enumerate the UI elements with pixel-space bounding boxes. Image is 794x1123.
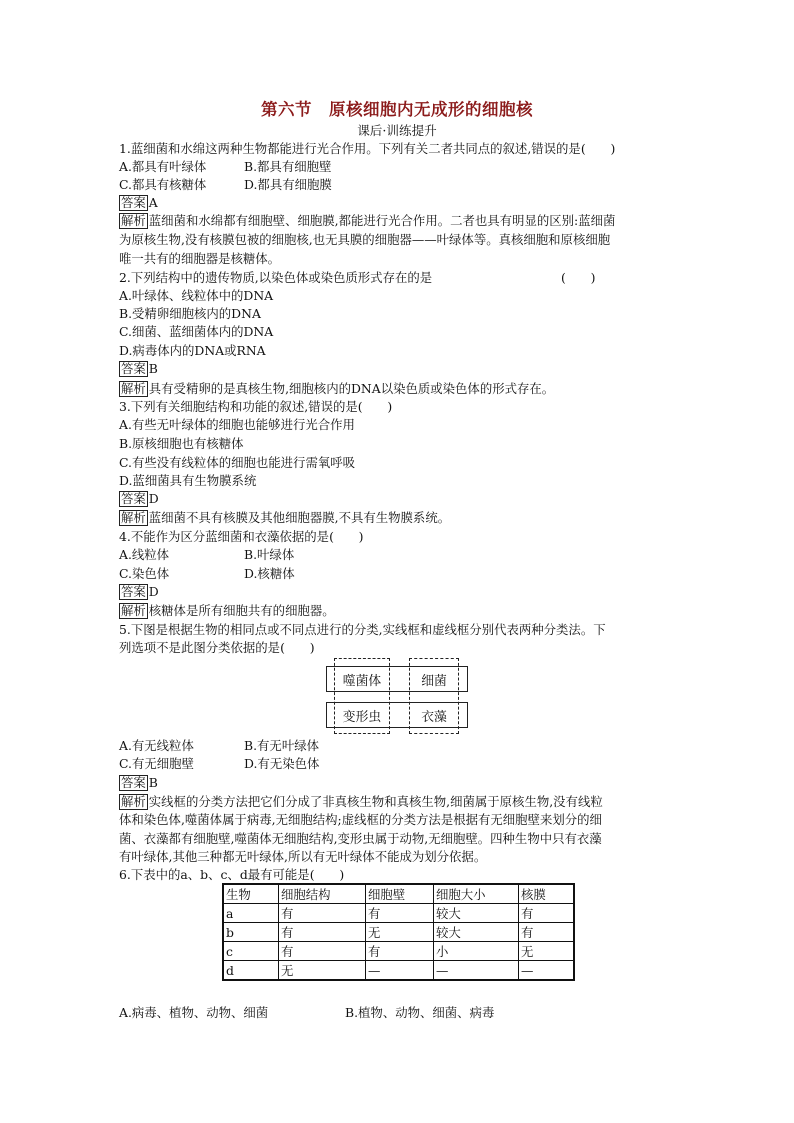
table-cell: 有 xyxy=(279,904,366,923)
q1-analysis-text-1: 蓝细菌和水绵都有细胞壁、细胞膜,都能进行光合作用。二者也具有明显的区别:蓝细菌 xyxy=(148,213,616,228)
analysis-label: 解析 xyxy=(121,603,146,618)
q5-options-row1 xyxy=(119,737,319,754)
table-cell: 较大 xyxy=(434,923,519,942)
q5-stem-2: 列选项不是此图分类依据的是( ) xyxy=(119,640,315,655)
q4-analysis-text-1: 核糖体是所有细胞共有的细胞器。 xyxy=(148,603,335,618)
q4-options-row1 xyxy=(119,546,295,563)
q1-analysis-text-2: 为原核生物,没有核膜包被的细胞核,也无具膜的细胞器——叶绿体等。真核细胞和原核细胞 xyxy=(119,232,611,247)
q1-option-c: C.都具有核糖体 xyxy=(119,177,207,192)
q3-option-a: A.有些无叶绿体的细胞也能够进行光合作用 xyxy=(119,417,355,432)
q3-analysis-text-1: 蓝细菌不具有核膜及其他细胞器膜,不具有生物膜系统。 xyxy=(148,510,451,525)
answer-label: 答案 xyxy=(121,584,146,599)
q5-option-c: C.有无细胞壁 xyxy=(119,756,194,771)
q5-option-a: A.有无线粒体 xyxy=(119,738,194,753)
q4-option-c: C.染色体 xyxy=(119,566,170,581)
q5-analysis-text-3: 菌、衣藻都有细胞壁,噬菌体无细胞结构,变形虫属于动物,无细胞壁。四种生物中只有衣藻 xyxy=(119,831,602,846)
q1-option-d: D.都具有细胞膜 xyxy=(244,177,332,192)
q6-option-a: A.病毒、植物、动物、细菌 xyxy=(119,1005,269,1020)
q5-option-d: D.有无染色体 xyxy=(244,756,320,771)
table-cell: d xyxy=(223,961,279,981)
q4-options-row2 xyxy=(119,565,295,582)
q2-answer xyxy=(119,360,158,377)
classification-diagram xyxy=(326,658,471,732)
q3-answer-value: D xyxy=(148,491,159,506)
table-cell: 有 xyxy=(279,942,366,961)
diagram-cell-bacteria: 细菌 xyxy=(421,673,447,689)
table-cell: — xyxy=(434,961,519,981)
q3-stem: 3.下列有关细胞结构和功能的叙述,错误的是( ) xyxy=(119,399,393,414)
table-cell: a xyxy=(223,904,279,923)
table-row xyxy=(223,904,574,923)
q2-option-b: B.受精卵细胞核内的DNA xyxy=(119,306,261,321)
q2-stem xyxy=(119,269,596,286)
q4-analysis xyxy=(119,602,335,619)
q3-option-b: B.原核细胞也有核糖体 xyxy=(119,436,244,451)
answer-label: 答案 xyxy=(121,775,146,790)
diagram-cell-chlamydomonas: 衣藻 xyxy=(421,709,447,725)
q1-options-row1 xyxy=(119,158,332,175)
table-header: 核膜 xyxy=(519,884,575,904)
q6-stem: 6.下表中的a、b、c、d最有可能是( ) xyxy=(119,867,345,882)
table-cell: 有 xyxy=(519,923,575,942)
q2-stem-text: 2.下列结构中的遗传物质,以染色体或染色质形式存在的是 xyxy=(119,270,433,285)
table-cell: 有 xyxy=(279,923,366,942)
table-cell: c xyxy=(223,942,279,961)
analysis-label: 解析 xyxy=(121,794,146,809)
answer-label: 答案 xyxy=(121,195,146,210)
q4-option-d: D.核糖体 xyxy=(244,566,295,581)
q5-analysis-text-2: 体和染色体,噬菌体属于病毒,无细胞结构;虚线框的分类方法是根据有无细胞壁来划分的细 xyxy=(119,812,602,827)
table-cell: 有 xyxy=(366,904,434,923)
q1-answer-value: A xyxy=(148,195,158,210)
table-row xyxy=(223,923,574,942)
q1-options-row2 xyxy=(119,176,332,193)
answer-label: 答案 xyxy=(121,491,146,506)
diagram-cell-phage: 噬菌体 xyxy=(342,673,382,689)
q1-option-a: A.都具有叶绿体 xyxy=(119,159,207,174)
q3-analysis xyxy=(119,509,450,526)
q2-analysis-text-1: 具有受精卵的是真核生物,细胞核内的DNA以染色质或染色体的形式存在。 xyxy=(148,381,555,396)
answer-label: 答案 xyxy=(121,361,146,376)
q5-options-row2 xyxy=(119,755,320,772)
table-cell: 较大 xyxy=(434,904,519,923)
analysis-label: 解析 xyxy=(121,510,146,525)
q4-answer-value: D xyxy=(148,584,159,599)
q3-option-c: C.有些没有线粒体的细胞也能进行需氧呼吸 xyxy=(119,455,356,470)
q4-stem: 4.不能作为区分蓝细菌和衣藻依据的是( ) xyxy=(119,529,364,544)
q5-analysis-text-4: 有叶绿体,其他三种都无叶绿体,所以有无叶绿体不能成为划分依据。 xyxy=(119,849,487,864)
table-cell: 有 xyxy=(366,942,434,961)
table-cell: 无 xyxy=(279,961,366,981)
table-cell: 无 xyxy=(519,942,575,961)
table-row xyxy=(223,942,574,961)
q1-option-b: B.都具有细胞壁 xyxy=(244,159,332,174)
q4-option-b: B.叶绿体 xyxy=(244,547,295,562)
q5-answer xyxy=(119,774,158,791)
q1-answer xyxy=(119,194,158,211)
q2-answer-value: B xyxy=(148,361,158,376)
q6-options-row1 xyxy=(119,1004,495,1021)
table-cell: 无 xyxy=(366,923,434,942)
q2-option-d: D.病毒体内的DNA或RNA xyxy=(119,343,266,358)
q1-analysis xyxy=(119,212,615,229)
diagram-cell-amoeba: 变形虫 xyxy=(342,709,382,725)
q4-answer xyxy=(119,583,159,600)
table-header: 细胞壁 xyxy=(366,884,434,904)
table-cell: 小 xyxy=(434,942,519,961)
table-header: 生物 xyxy=(223,884,279,904)
analysis-label: 解析 xyxy=(121,213,146,228)
q2-analysis xyxy=(119,380,554,397)
analysis-label: 解析 xyxy=(121,381,146,396)
table-cell: — xyxy=(519,961,575,981)
page-subtitle: 课后·训练提升 xyxy=(357,123,437,138)
q5-option-b: B.有无叶绿体 xyxy=(244,738,319,753)
table-header: 细胞大小 xyxy=(434,884,519,904)
table-header: 细胞结构 xyxy=(279,884,366,904)
q6-table xyxy=(222,883,575,981)
q2-option-a: A.叶绿体、线粒体中的DNA xyxy=(119,288,274,303)
q5-analysis xyxy=(119,793,603,810)
q1-analysis-text-3: 唯一共有的细胞器是核糖体。 xyxy=(119,251,281,266)
q5-answer-value: B xyxy=(148,775,158,790)
table-cell: — xyxy=(366,961,434,981)
table-header-row xyxy=(223,884,574,904)
q5-stem-1: 5.下图是根据生物的相同点或不同点进行的分类,实线框和虚线框分别代表两种分类法。下 xyxy=(119,622,606,637)
q2-paren: ( ) xyxy=(561,270,596,285)
table-row xyxy=(223,961,574,981)
q6-option-b: B.植物、动物、细菌、病毒 xyxy=(345,1005,495,1020)
table-cell: b xyxy=(223,923,279,942)
q1-stem xyxy=(119,140,615,157)
q1-stem-text: 1.蓝细菌和水绵这两种生物都能进行光合作用。下列有关二者共同点的叙述,错误的是( ) xyxy=(119,141,616,156)
q2-option-c: C.细菌、蓝细菌体内的DNA xyxy=(119,324,274,339)
q3-option-d: D.蓝细菌具有生物膜系统 xyxy=(119,473,257,488)
table-cell: 有 xyxy=(519,904,575,923)
q3-answer xyxy=(119,490,159,507)
q4-option-a: A.线粒体 xyxy=(119,547,170,562)
q5-analysis-text-1: 实线框的分类方法把它们分成了非真核生物和真核生物,细菌属于原核生物,没有线粒 xyxy=(148,794,603,809)
page-title: 第六节 原核细胞内无成形的细胞核 xyxy=(261,100,533,119)
